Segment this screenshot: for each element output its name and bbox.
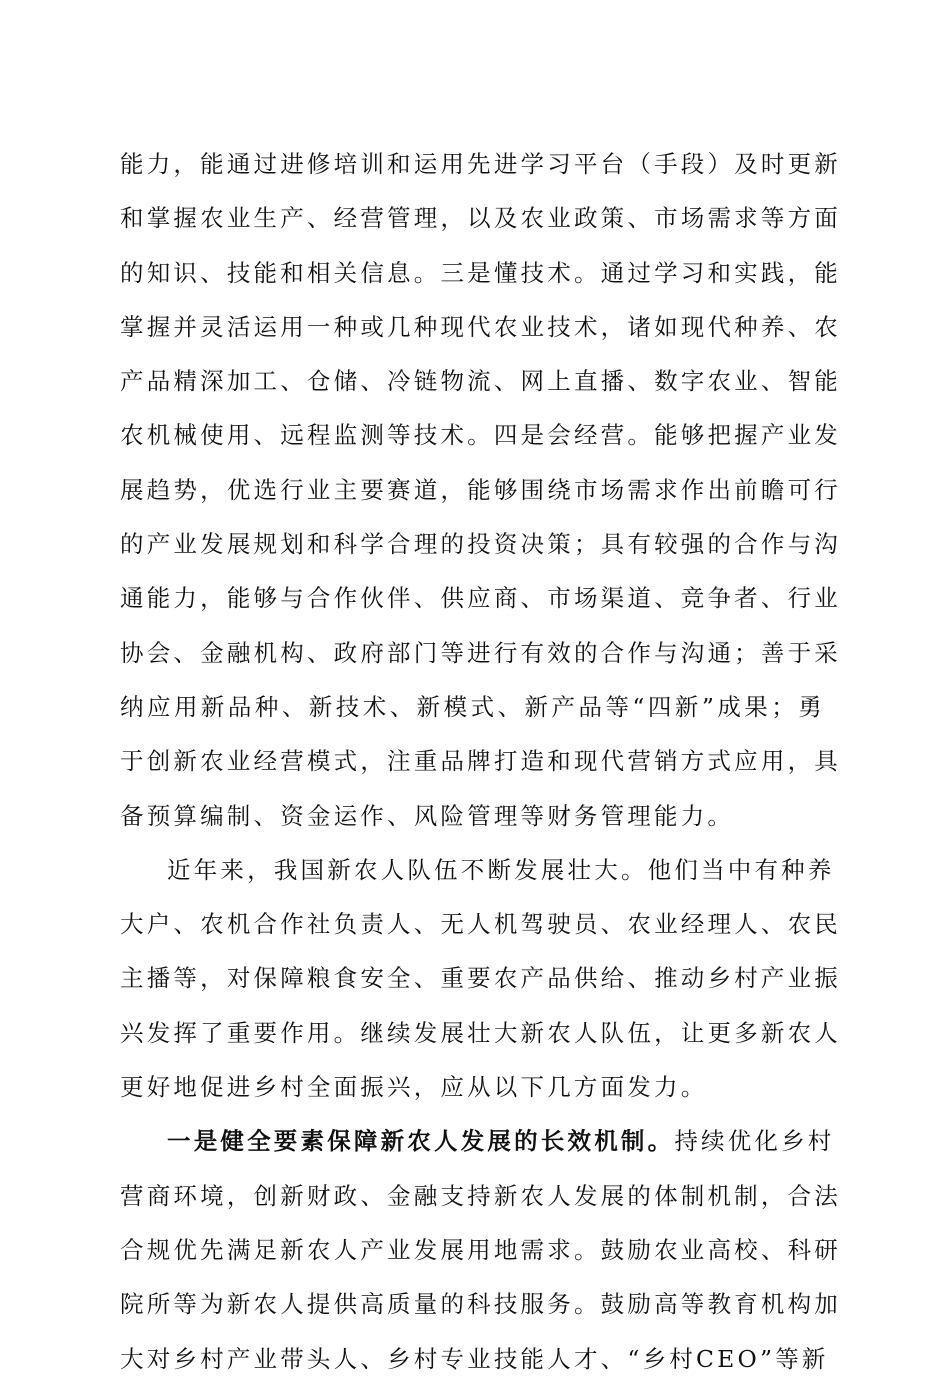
text-line: 农 机 械 使 用 、 远 程 监 测 等 技 术 。 四 是 会 经 营 。 能 够 把 握 产 业 发 (120, 421, 841, 450)
text-line: 纳 应 用 新 品 种 、 新 技 术 、 新 模 式 、 新 产 品 等 “ 四 新 ” 成 果 ； 勇 (120, 692, 825, 721)
text-line: 兴 发 挥 了 重 要 作 用 。 继 续 发 展 壮 大 新 农 人 队 伍 ， 让 更 多 新 农 人 (120, 1018, 841, 1047)
text-line: 产 品 精 深 加 工 、 仓 储 、 冷 链 物 流 、 网 上 直 播 、 数 字 农 业 、 智 能 (120, 367, 841, 396)
text-line-heading (120, 1114, 835, 1168)
text-line: 通 能 力 ， 能 够 与 合 作 伙 伴 、 供 应 商 、 市 场 渠 道 、 竞 争 者 、 行 业 (120, 584, 841, 613)
text-line: 院 所 等 为 新 农 人 提 供 高 质 量 的 科 技 服 务 。 鼓 励 高 等 教 育 机 构 加 (120, 1290, 841, 1319)
text-line: 大 户 、 农 机 合 作 社 负 责 人 、 无 人 机 驾 驶 员 、 农 业 经 理 人 、 农 民 (120, 910, 841, 939)
text-line: 协 会 、 金 融 机 构 、 政 府 部 门 等 进 行 有 效 的 合 作 与 沟 通 ； 善 于 采 (120, 638, 841, 667)
section-heading: 一是健全要素保障新农人发展的长效机制。 (167, 1127, 675, 1156)
text-line: 的 知 识 、 技 能 和 相 关 信 息 。 三 是 懂 技 术 。 通 过 学 习 和 实 践 ， 能 (120, 258, 841, 287)
text-line: 合 规 优 先 满 足 新 农 人 产 业 发 展 用 地 需 求 。 鼓 励 农 业 高 校 、 科 研 (120, 1235, 841, 1264)
text-line: 主 播 等 ， 对 保 障 粮 食 安 全 、 重 要 农 产 品 供 给 、 推 动 乡 村 产 业 振 (120, 964, 841, 993)
text-line-paragraph-end: 更好地促进乡村全面振兴，应从以下几方面发力。 (120, 1073, 708, 1102)
text-line: 营 商 环 境 ， 创 新 财 政 、 金 融 支 持 新 农 人 发 展 的 体 制 机 制 ， 合 法 (120, 1181, 841, 1210)
text-line-paragraph-end: 备预算编制、资金运作、风险管理等财务管理能力。 (120, 801, 735, 830)
text-line: 掌 握 并 灵 活 运 用 一 种 或 几 种 现 代 农 业 技 术 ， 诸 如 现 代 种 养 、 农 (120, 312, 841, 341)
text-line: 和 掌 握 农 业 生 产 、 经 营 管 理 ， 以 及 农 业 政 策 、 市 场 需 求 等 方 面 (120, 204, 841, 233)
text-line: 大 对 乡 村 产 业 带 头 人 、 乡 村 专 业 技 能 人 才 、 “ 乡 村 C E O ” 等 新 (120, 1344, 829, 1373)
text-line: 能 力 ， 能 通 过 进 修 培 训 和 运 用 先 进 学 习 平 台 （ 手 段 ） 及 时 更 新 (120, 150, 841, 178)
document-body (120, 137, 841, 1386)
text-line: 于 创 新 农 业 经 营 模 式 ， 注 重 品 牌 打 造 和 现 代 营 销 方 式 应 用 ， 具 (120, 747, 841, 776)
text-line-paragraph-start: 近 年 来 ， 我 国 新 农 人 队 伍 不 断 发 展 壮 大 。 他 们 当 中 有 种 养 (167, 855, 835, 884)
text-line: 的 产 业 发 展 规 划 和 科 学 合 理 的 投 资 决 策 ； 具 有 较 强 的 合 作 与 沟 (120, 530, 841, 559)
text-line: 展 趋 势 ， 优 选 行 业 主 要 赛 道 ， 能 够 围 绕 市 场 需 求 作 出 前 瞻 可 行 (120, 475, 841, 504)
heading-continuation: 持续优化乡村 (674, 1127, 835, 1156)
